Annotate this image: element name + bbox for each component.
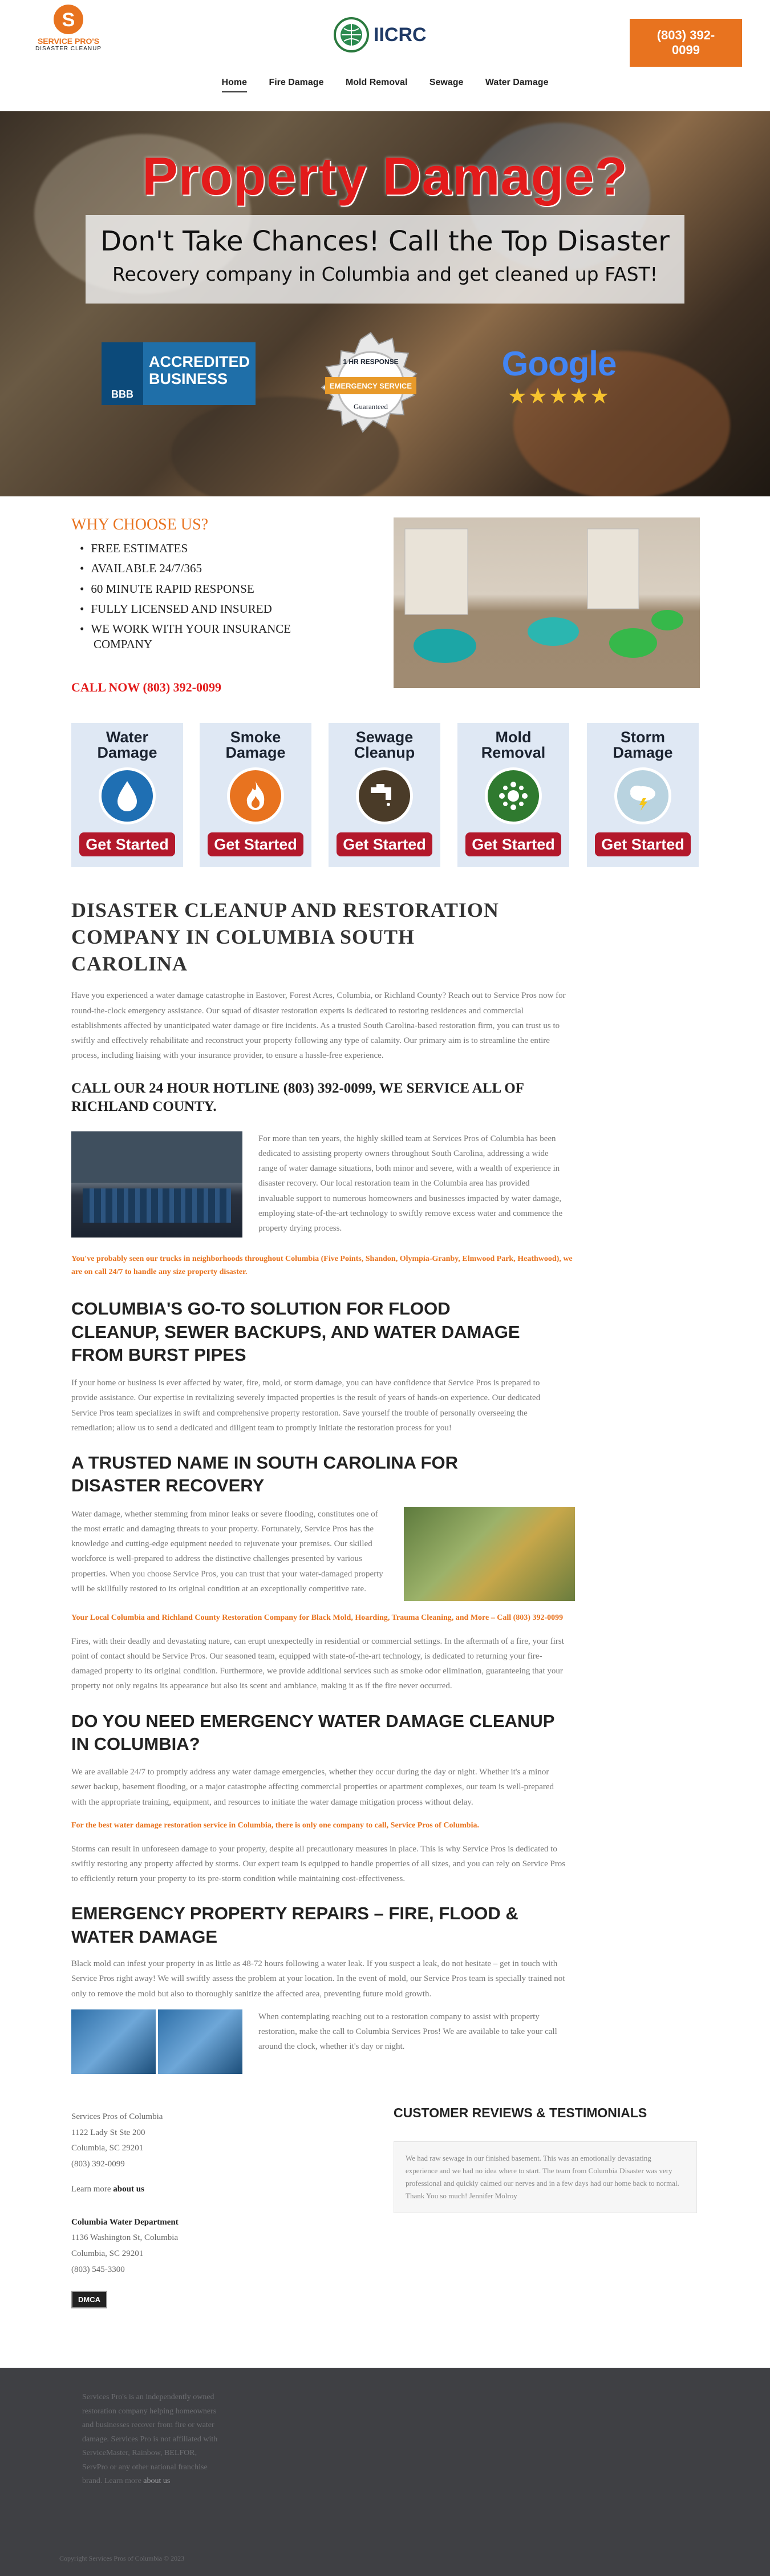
why-item: • WE WORK WITH YOUR INSURANCE COMPANY: [80, 621, 342, 653]
cleaning-photo: [71, 2009, 156, 2074]
reviews-block: [394, 2105, 697, 2308]
nav-fire-damage[interactable]: Fire Damage: [269, 78, 324, 87]
service-cards: [0, 703, 770, 874]
card-title: Sewage Cleanup: [354, 729, 415, 761]
badge-top-text: 1 HR RESPONSE: [343, 358, 399, 366]
department-phone[interactable]: (803) 545-3300: [71, 2264, 125, 2274]
department-name: Columbia Water Department: [71, 2217, 179, 2227]
team-photo: [71, 1131, 242, 1238]
section-paragraph: Water damage, whether stemming from minor leaks or severe flooding, constitutes one of the most erratic and damaging threats to your property. Fortunately, Service Pros has the knowledge and cutting-edge equipment needed to rejuvenate your premises. Our skilled workforce is well-prepared to address the distinctive challenges presented by various properties. When you choose Service Pros, you can trust that your water-damaged property will be skillfully restored to its original condition at an exceptionally competitive rate.: [71, 1509, 383, 1594]
section-heading: CALL OUR 24 HOUR HOTLINE (803) 392-0099, WE SERVICE ALL OF RICHLAND COUNTY.: [71, 1080, 524, 1115]
company-address: [71, 2109, 394, 2173]
svg-text:S: S: [62, 9, 75, 31]
card-title: Storm Damage: [613, 729, 673, 761]
team-photo-detail: [71, 1131, 242, 1183]
site-footer: [0, 2368, 770, 2576]
section-heading: COLUMBIA'S GO-TO SOLUTION FOR FLOOD CLEANUP, SEWER BACKUPS, AND WATER DAMAGE FROM BURST PIPES: [71, 1299, 520, 1365]
mold-spore-icon: [485, 767, 542, 824]
why-item: • FREE ESTIMATES: [80, 541, 342, 556]
globe-icon: [334, 17, 369, 52]
get-started-button[interactable]: Get Started: [337, 832, 432, 856]
google-stars-icon: ★★★★★: [507, 385, 611, 409]
card-title: Smoke Damage: [225, 729, 286, 761]
dryer-photo: [158, 2009, 242, 2074]
header-phone-button[interactable]: (803) 392-0099: [630, 19, 742, 67]
section-paragraph: Black mold can infest your property in as little as 48-72 hours following a water leak. If you suspect a leak, do not hesitate – get in touch with Service Pros right away! We will swiftly assess the problem at your location. In the event of mold, our Service Pros team is specially trained not only to remove the mold but also to thoroughly sanitize the affected area, preventing future mold growth.: [71, 1959, 565, 1999]
get-started-button[interactable]: Get Started: [79, 832, 175, 856]
section-heading: A TRUSTED NAME IN SOUTH CAROLINA FOR DISASTER RECOVERY: [71, 1453, 458, 1496]
learn-more-text: Learn more: [71, 2184, 111, 2194]
badge-mid-text: EMERGENCY SERVICE: [329, 382, 412, 390]
logo-mark-icon: [52, 3, 84, 35]
footer-disclaimer: [82, 2391, 219, 2489]
pipe-repair-photo: [404, 1507, 575, 1601]
section-heading: DO YOU NEED EMERGENCY WATER DAMAGE CLEANUP IN COLUMBIA?: [71, 1710, 554, 1754]
service-card-smoke-damage[interactable]: [200, 723, 311, 867]
logo-subtitle: DISASTER CLEANUP: [35, 46, 102, 52]
google-rating: [496, 344, 622, 413]
iicrc-logo: [334, 15, 442, 55]
footer-about-link[interactable]: about us: [143, 2477, 171, 2485]
review-card: We had raw sewage in our finished basement. This was an emotionally devastating experience and we had no idea where to start. The team from Columbia Disaster was very professional and quickly calmed our nerves and in a few days had our home back to normal. Thank You so much! Jennifer Molroy: [394, 2141, 697, 2213]
company-phone[interactable]: (803) 392-0099: [71, 2160, 125, 2169]
dmca-badge[interactable]: DMCA: [71, 2291, 107, 2308]
footer-text: Services Pro's is an independently owned restoration company helping homeowners and businesses recover from fire or water damage. Services Pro is not affiliated with ServiceMaster, Rainbow, BELFOR, ServPro or any other national franchise brand. Learn more: [82, 2393, 218, 2485]
why-choose-us: [0, 496, 770, 703]
why-item: • 60 MINUTE RAPID RESPONSE: [80, 581, 342, 597]
bbb-text: ACCREDITED BUSINESS: [143, 342, 256, 405]
get-started-button[interactable]: Get Started: [465, 832, 561, 856]
team-photo-detail: [83, 1188, 231, 1223]
why-list: [80, 541, 342, 657]
why-item: • AVAILABLE 24/7/365: [80, 561, 342, 576]
faucet-icon: [356, 767, 413, 824]
contact-block: [71, 2109, 394, 2308]
why-heading: WHY CHOOSE US?: [71, 516, 209, 533]
google-logo: Google: [501, 345, 617, 383]
section-paragraph: If your home or business is ever affected by water, fire, mold, or storm damage, you can have confidence that Service Pros is prepared to provide assistance. Our expertise in revitalizing severely impacted properties is the result of years of hands-on experience. Our dedicated Service Pros team specializes in swift and comprehensive property restoration. Save yourself the trouble of personally overseeing the remediation; allow us to send a dedicated and diligent team to promptly initiate the restoration process for you!: [71, 1378, 541, 1433]
service-card-mold-removal[interactable]: [457, 723, 569, 867]
restoration-photos: [71, 2009, 242, 2074]
why-item: • FULLY LICENSED AND INSURED: [80, 601, 342, 617]
section-paragraph: Storms can result in unforeseen damage to your property, despite all precautionary measures in place. This is why Service Pros is dedicated to swiftly restoring any property affected by storms. Our expert team is equipped to handle properties of all sizes, and you can rely on Service Pros to efficiently return your property to its pre-storm condition while maintaining cost-effectiveness.: [71, 1844, 566, 1884]
hero-tagline-line2: Recovery company in Columbia and get cleaned up FAST!: [112, 263, 658, 285]
department-city: Columbia, SC 29201: [71, 2249, 144, 2258]
water-department-address: [71, 2215, 394, 2278]
section-paragraph: We are available 24/7 to promptly address any water damage emergencies, whether they occur during the day or night. Whether it's a minor sewer backup, basement flooding, or a major catastrophe affecting commercial properties or apartment complexes, our team is well-prepared with the appropriate training, equipment, and resources to initiate the water damage mitigation process without delay.: [71, 1768, 554, 1807]
company-name: Services Pros of Columbia: [71, 2112, 163, 2121]
hero-banner: [0, 111, 770, 496]
flame-icon: [227, 767, 284, 824]
card-title: Mold Removal: [481, 729, 546, 761]
water-drop-icon: [99, 767, 156, 824]
storm-cloud-icon: [614, 767, 671, 824]
section-paragraph: When contemplating reaching out to a restoration company to assist with property restoration, make the call to Columbia Services Pros! We are available to take your call around the clock, whether it's day or night.: [258, 2012, 557, 2052]
highlight-paragraph: You've probably seen our trucks in neighborhoods throughout Columbia (Five Points, Shandon, Olympia-Granby, Elmwood Park, Heathwood), we are on call 24/7 to handle any size property disaster.: [71, 1254, 573, 1277]
service-card-storm-damage[interactable]: [587, 723, 699, 867]
company-street: 1122 Lady St Ste 200: [71, 2128, 145, 2137]
get-started-button[interactable]: Get Started: [208, 832, 303, 856]
nav-mold-removal[interactable]: Mold Removal: [345, 78, 408, 87]
learn-more: [71, 2182, 394, 2198]
hero-tagline-line1: Don't Take Chances! Call the Top Disaster: [100, 225, 670, 257]
seal-icon: [308, 328, 433, 454]
bbb-accredited-badge: [102, 342, 256, 405]
emergency-service-badge: [308, 328, 433, 454]
logo-name: SERVICE PRO'S: [37, 37, 100, 46]
hero-title: Property Damage?: [142, 146, 628, 206]
copyright: Copyright Services Pros of Columbia © 2023: [59, 2554, 185, 2562]
hero-tagline-box: [86, 215, 684, 304]
highlight-paragraph: For the best water damage restoration service in Columbia, there is only one company to call, Service Pros of Columbia.: [71, 1821, 479, 1830]
nav-home[interactable]: Home: [222, 78, 247, 92]
section-paragraph: Have you experienced a water damage catastrophe in Eastover, Forest Acres, Columbia, or Richland County? Reach out to Service Pros now for round-the-clock emergency assistance. Our squad of disaster restoration experts is dedicated to restoring residences and commercial establishments affected by unanticipated water damage or fire incidents. As a trusted South Carolina-based restoration firm, you can trust us to swiftly and effectively rehabilitate and reconstruct your property following any type of calamity. Our primary aim is to streamline the entire process, including liaising with your insurance provider, to ensure a hassle-free experience.: [71, 991, 566, 1061]
bbb-logo-icon: BBB: [102, 342, 143, 405]
section-heading: DISASTER CLEANUP AND RESTORATION COMPANY IN COLUMBIA SOUTH CAROLINA: [71, 899, 499, 975]
card-title: Water Damage: [97, 729, 157, 761]
section-paragraph: For more than ten years, the highly skilled team at Services Pros of Columbia has been dedicated to assisting property owners throughout South Carolina, addressing a wide range of water damage situations, both minor and severe, with a wealth of experience in disaster recovery. Our local restoration team in the Columbia area has provided invaluable support to numerous homeowners and businesses impacted by water damage, employing state-of-the-art technology to swiftly remove excess water and commence the property drying process.: [258, 1134, 563, 1234]
badge-bottom-text: Guaranteed: [354, 402, 388, 411]
section-heading: EMERGENCY PROPERTY REPAIRS – FIRE, FLOOD & WATER DAMAGE: [71, 1903, 518, 1947]
nav-water-damage[interactable]: Water Damage: [485, 78, 549, 87]
dryer-equipment-photo: [394, 517, 700, 688]
service-card-sewage-cleanup[interactable]: [329, 723, 440, 867]
main-content: [0, 874, 770, 2308]
department-street: 1136 Washington St, Columbia: [71, 2233, 179, 2243]
call-now-link[interactable]: CALL NOW (803) 392-0099: [71, 680, 221, 694]
service-card-water-damage[interactable]: [71, 723, 183, 867]
about-us-link[interactable]: about us: [113, 2184, 144, 2194]
main-nav: [0, 78, 770, 92]
site-logo[interactable]: [29, 3, 108, 60]
section-paragraph: Fires, with their deadly and devastating nature, can erupt unexpectedly in residential or commercial settings. In the aftermath of a fire, your first point of contact should be Service Pros. Our seasoned team, equipped with state-of-the-art technology, is dedicated to returning your fire-damaged property to its original condition. Furthermore, we provide additional services such as smoke odor elimination, guaranteeing that your property not only regains its appearance but also its scent and ambiance, making it as if the fire never occurred.: [71, 1636, 564, 1691]
iicrc-text: IICRC: [374, 23, 427, 46]
site-header: [0, 0, 770, 111]
company-city: Columbia, SC 29201: [71, 2144, 144, 2153]
highlight-paragraph: Your Local Columbia and Richland County Restoration Company for Black Mold, Hoarding, Trauma Cleaning, and More – Call (803) 392-0099: [71, 1613, 564, 1622]
get-started-button[interactable]: Get Started: [595, 832, 691, 856]
reviews-heading: CUSTOMER REVIEWS & TESTIMONIALS: [394, 2105, 647, 2120]
nav-sewage[interactable]: Sewage: [429, 78, 464, 87]
